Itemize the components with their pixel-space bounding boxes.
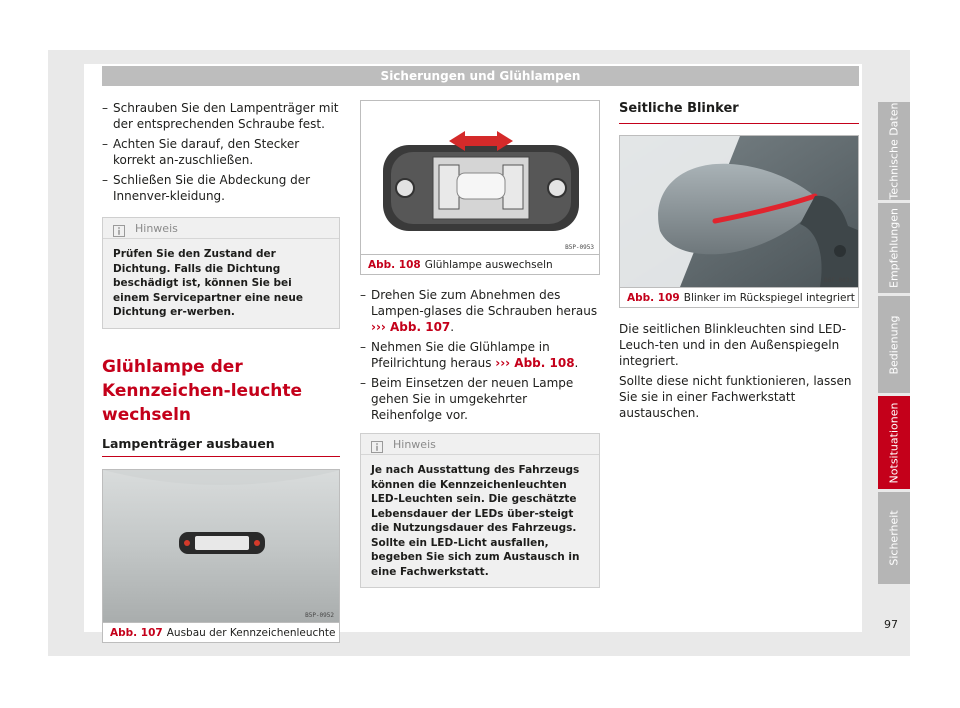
section-title: Seitliche Blinker: [619, 100, 859, 124]
tab-empfehlungen[interactable]: [878, 203, 910, 293]
tab-label: Notsituationen: [887, 402, 901, 483]
tab-label: Technische Daten: [887, 102, 901, 200]
list-item: [360, 375, 600, 423]
figure-reference-link[interactable]: ››› Abb. 107: [371, 320, 451, 334]
bulb-replacement-image: [361, 101, 599, 254]
list-item: [360, 339, 600, 371]
hint-text: Je nach Ausstattung des Fahrzeugs können die Kennzeichenleuchten LED-Leuchten sein. Die geschätzte Lebensdauer der LEDs über-steigt die Nutzungsdauer des Fahrzeugs. Sollte ein LED-Licht ausfallen, begeben Sie sich zum Austausch in eine Fachwerkstatt.: [371, 464, 580, 578]
paragraph: Die seitlichen Blinkleuchten sind LED-Leuch-ten und in den Außenspiegeln integriert.: [619, 322, 847, 368]
column-left: [102, 100, 340, 643]
list-item: – Schrauben Sie den Lampenträger mit der entsprechenden Schraube fest.: [102, 100, 340, 132]
tab-sicherheit[interactable]: [878, 492, 910, 584]
tab-technische-daten[interactable]: [878, 102, 910, 200]
figure-code: B5P-0953: [565, 244, 594, 251]
sub-title: Lampenträger ausbauen: [102, 436, 340, 457]
list-item: – Schließen Sie die Abdeckung der Innenver-kleidung.: [102, 172, 340, 204]
tab-label: Sicherheit: [887, 510, 901, 566]
figure-reference-link[interactable]: ››› Abb. 108: [495, 356, 575, 370]
figure-number: Abb. 109: [627, 292, 680, 304]
figure-caption: [620, 287, 858, 307]
figure-caption-text: Blinker im Rückspiegel integriert: [683, 292, 855, 304]
tab-notsituationen[interactable]: [878, 396, 910, 489]
page-header: Sicherungen und Glühlampen: [102, 66, 859, 86]
column-middle: [360, 100, 600, 588]
section-title: Glühlampe der Kennzeichen-leuchte wechseln: [102, 356, 303, 425]
figure-caption-text: Ausbau der Kennzeichenleuchte: [166, 626, 336, 639]
figure-107: [102, 469, 340, 643]
figure-caption: [103, 622, 339, 642]
figure-caption-text: Glühlampe auswechseln: [424, 259, 553, 271]
hint-header: [361, 434, 599, 455]
step-list: [360, 287, 600, 423]
hint-title: Hinweis: [393, 437, 436, 451]
paragraph: Sollte diese nicht funktionieren, lassen Sie sie in einer Fachwerkstatt austauschen.: [619, 374, 852, 420]
figure-caption: [361, 254, 599, 274]
hint-box: [102, 217, 340, 329]
tab-bedienung[interactable]: [878, 296, 910, 393]
step-text: Nehmen Sie die Glühlampe in Pfeilrichtung heraus: [371, 340, 550, 370]
figure-number: Abb. 107: [110, 626, 163, 639]
list-item: [360, 287, 600, 335]
step-list: [102, 100, 340, 204]
info-icon: [371, 438, 383, 450]
figure-code: B6F-0035: [824, 277, 853, 284]
figure-number: Abb. 108: [368, 259, 421, 271]
step-text: Beim Einsetzen der neuen Lampe gehen Sie in umgekehrter Reihenfolge vor.: [371, 376, 574, 422]
hint-title: Hinweis: [135, 221, 178, 235]
step-end: .: [450, 320, 455, 334]
license-plate-light-image: [103, 470, 339, 622]
hint-text: Prüfen Sie den Zustand der Dichtung. Falls die Dichtung beschädigt ist, können Sie bei einem Servicepartner eine neue Dichtung er-werben.: [113, 248, 303, 318]
chapter-tabs: [878, 102, 910, 587]
figure-109: [619, 135, 859, 308]
column-right: [619, 100, 859, 425]
list-item: – Achten Sie darauf, den Stecker korrekt an-zuschließen.: [102, 136, 340, 168]
step-end: .: [574, 356, 579, 370]
hint-header: [103, 218, 339, 239]
info-icon: [113, 222, 125, 234]
page-number: 97: [884, 618, 898, 631]
hint-box: [360, 433, 600, 588]
step-text: Drehen Sie zum Abnehmen des Lampen-glases die Schrauben heraus: [371, 288, 598, 318]
side-mirror-indicator-image: [620, 136, 858, 287]
figure-108: [360, 100, 600, 275]
figure-code: B5P-0952: [305, 611, 334, 619]
tab-label: Empfehlungen: [887, 208, 901, 288]
tab-label: Bedienung: [887, 314, 901, 375]
